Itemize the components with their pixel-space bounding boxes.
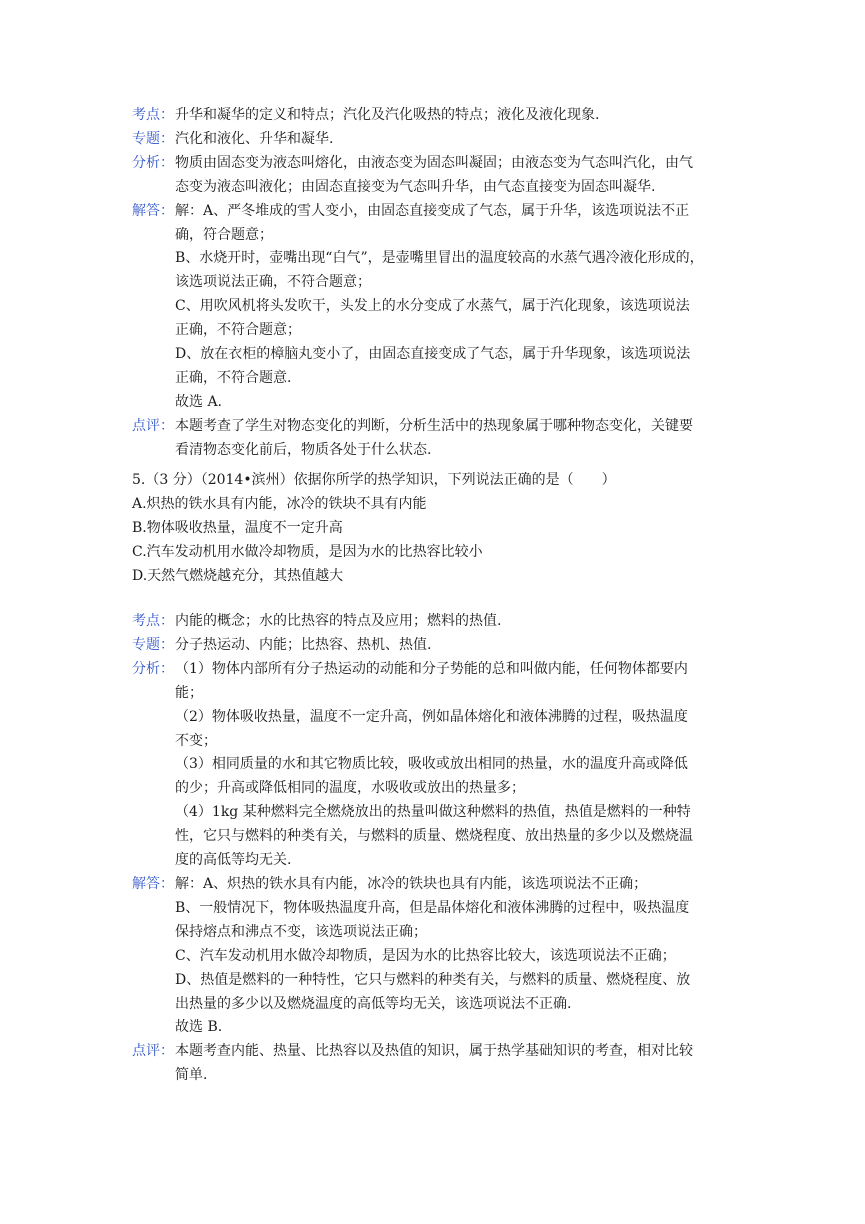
q5-dianping bbox=[132, 1040, 742, 1088]
q5-zhuanti bbox=[132, 634, 742, 658]
text-line: 度的高低等均无关. bbox=[175, 852, 292, 869]
kaodian-label: 考点： bbox=[132, 613, 174, 629]
fenxi-label: 分析： bbox=[132, 660, 174, 677]
text-line: 解：A、严冬堆成的雪人变小，由固态直接变成了气态，属于升华，该选项说法不正 bbox=[175, 202, 690, 219]
text-line: 本题考查了学生对物态变化的判断，分析生活中的热现象属于哪种物态变化，关键要 bbox=[175, 417, 693, 434]
jieda-label: 解答： bbox=[132, 202, 174, 219]
q5-explanation bbox=[132, 610, 742, 1088]
text-line: 能； bbox=[175, 684, 203, 701]
fenxi-label: 分析： bbox=[132, 154, 174, 171]
text-line: （4）1kg 某种燃料完全燃烧放出的热量叫做这种燃料的热值，热值是燃料的一种特 bbox=[175, 804, 691, 821]
q5-jieda bbox=[132, 873, 742, 1040]
text-line: D、热值是燃料的一种特性，它只与燃料的种类有关，与燃料的质量、燃烧程度、放 bbox=[175, 971, 691, 988]
text-line: 的少；升高或降低相同的温度，水吸收或放出的热量多； bbox=[175, 780, 525, 797]
option-a: A.炽热的铁水具有内能，冰冷的铁块不具有内能 bbox=[132, 496, 427, 512]
text-line: D、放在衣柜的樟脑丸变小了，由固态直接变成了气态，属于升华现象，该选项说法 bbox=[175, 346, 691, 363]
jieda-label: 解答： bbox=[132, 875, 174, 892]
dianping-label: 点评： bbox=[132, 417, 174, 434]
text-line: 故选 B. bbox=[175, 1019, 223, 1036]
text-line: 解：A、炽热的铁水具有内能，冰冷的铁块也具有内能，该选项说法不正确； bbox=[175, 875, 648, 892]
text-line: 分子热运动、内能；比热容、热机、热值. bbox=[175, 636, 432, 653]
text-line: 性，它只与燃料的种类有关，与燃料的质量、燃烧程度、放出热量的多少以及燃烧温 bbox=[175, 828, 693, 845]
text-line: 正确，不符合题意. bbox=[175, 369, 292, 386]
text-line: 该选项说法正确，不符合题意； bbox=[175, 274, 371, 291]
q4-dianping bbox=[132, 415, 742, 463]
option-c: C.汽车发动机用水做冷却物质，是因为水的比热容比较小 bbox=[132, 544, 483, 560]
q4-fenxi bbox=[132, 152, 742, 200]
zhuanti-label: 专题： bbox=[132, 130, 174, 147]
text-line: 正确，不符合题意； bbox=[175, 322, 301, 339]
text-line: 看清物态变化前后，物质各处于什么状态. bbox=[175, 441, 432, 458]
q4-jieda bbox=[132, 200, 742, 415]
dianping-label: 点评： bbox=[132, 1043, 174, 1060]
text-line: 汽化和液化、升华和凝华. bbox=[175, 130, 334, 147]
text-line: 确，符合题意； bbox=[175, 226, 273, 243]
option-b: B.物体吸收热量，温度不一定升高 bbox=[132, 520, 343, 536]
text-line: B、一般情况下，物体吸热温度升高，但是晶体熔化和液体沸腾的过程中，吸热温度 bbox=[175, 899, 690, 916]
text-line: 故选 A. bbox=[175, 393, 223, 410]
text-line: 出热量的多少以及燃烧温度的高低等均无关，该选项说法不正确. bbox=[175, 995, 572, 1012]
text-line: C、汽车发动机用水做冷却物质，是因为水的比热容比较大，该选项说法不正确； bbox=[175, 947, 676, 964]
q4-explanation bbox=[132, 104, 742, 463]
q4-kaodian bbox=[132, 104, 742, 128]
text-line: 升华和凝华的定义和特点；汽化及汽化吸热的特点；液化及液化现象. bbox=[175, 107, 600, 123]
q5-question bbox=[132, 468, 742, 588]
text-line: 物质由固态变为液态叫熔化，由液态变为固态叫凝固；由液态变为气态叫汽化，由气 bbox=[175, 154, 693, 171]
text-line: 简单. bbox=[175, 1067, 208, 1084]
text-line: （1）物体内部所有分子热运动的动能和分子势能的总和叫做内能，任何物体都要内 bbox=[175, 660, 688, 677]
text-line: 保持熔点和沸点不变，该选项说法正确； bbox=[175, 923, 427, 940]
q5-fenxi bbox=[132, 658, 742, 873]
text-line: （3）相同质量的水和其它物质比较，吸收或放出相同的热量，水的温度升高或降低 bbox=[175, 756, 688, 773]
text-line: 不变； bbox=[175, 732, 217, 749]
text-line: 本题考查内能、热量、比热容以及热值的知识，属于热学基础知识的考查，相对比较 bbox=[175, 1043, 693, 1060]
text-line: 内能的概念；水的比热容的特点及应用；燃料的热值. bbox=[175, 613, 502, 629]
q5-kaodian bbox=[132, 610, 742, 634]
text-line: 态变为液态叫液化；由固态直接变为气态叫升华，由气态直接变为固态叫凝华. bbox=[175, 178, 656, 195]
zhuanti-label: 专题： bbox=[132, 636, 174, 653]
question-stem: 5.（3 分）（2014•滨州）依据你所学的热学知识，下列说法正确的是（ ） bbox=[132, 472, 616, 488]
text-line: B、水烧开时，壶嘴出现“白气”，是壶嘴里冒出的温度较高的水蒸气遇冷液化形成的， bbox=[175, 250, 704, 267]
text-line: C、用吹风机将头发吹干，头发上的水分变成了水蒸气，属于汽化现象，该选项说法 bbox=[175, 298, 690, 315]
kaodian-label: 考点： bbox=[132, 107, 174, 123]
option-d: D.天然气燃烧越充分，其热值越大 bbox=[132, 568, 344, 584]
q4-zhuanti bbox=[132, 128, 742, 152]
text-line: （2）物体吸收热量，温度不一定升高，例如晶体熔化和液体沸腾的过程，吸热温度 bbox=[175, 708, 688, 725]
